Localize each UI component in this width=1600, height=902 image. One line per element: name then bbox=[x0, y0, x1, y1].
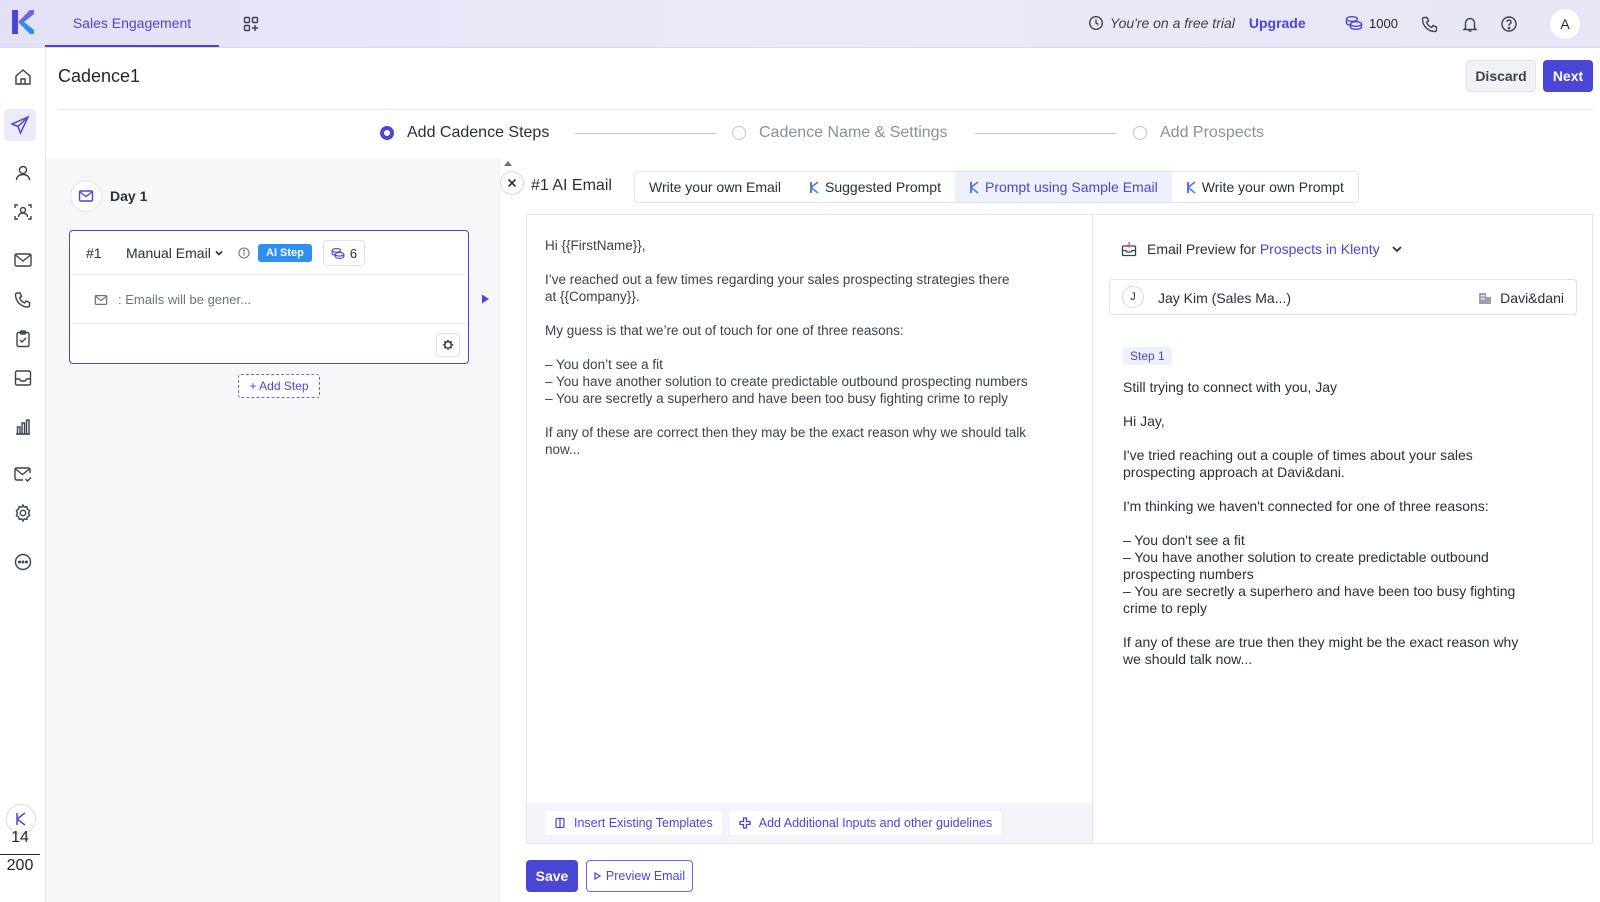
tab-write-own-email[interactable] bbox=[635, 172, 795, 202]
preview-source-link[interactable]: Prospects in Klenty bbox=[1259, 241, 1380, 257]
klenty-ai-icon bbox=[969, 181, 980, 194]
coins-icon bbox=[331, 247, 345, 260]
step-type-select[interactable] bbox=[126, 245, 224, 261]
add-step-button[interactable]: + Add Step bbox=[238, 374, 320, 398]
building-icon bbox=[1478, 291, 1492, 305]
klenty-logo[interactable] bbox=[10, 8, 34, 36]
email-mode-tabs bbox=[634, 171, 1359, 203]
send-cadence-icon[interactable] bbox=[4, 109, 36, 141]
stepper-step-add-cadence-steps[interactable] bbox=[380, 124, 549, 142]
plus-icon bbox=[739, 817, 751, 829]
step-number: #1 bbox=[86, 245, 102, 261]
step-label: Cadence Name & Settings bbox=[759, 124, 948, 141]
coins-icon bbox=[1345, 15, 1363, 31]
next-button[interactable]: Next bbox=[1543, 60, 1593, 92]
stepper-step-cadence-settings[interactable] bbox=[732, 124, 948, 142]
insert-templates-label: Insert Existing Templates bbox=[574, 816, 713, 830]
mode-tab-label: Write your own Email bbox=[649, 179, 782, 195]
preview-email-label: Preview Email bbox=[605, 869, 686, 883]
prospect-company bbox=[1478, 290, 1564, 306]
step-card[interactable] bbox=[69, 230, 469, 364]
inbox-icon[interactable] bbox=[11, 366, 35, 390]
prospect-company-name: Davi&dani bbox=[1500, 290, 1564, 306]
step-indicator bbox=[732, 126, 746, 140]
preview-heading: Email Preview for bbox=[1147, 241, 1256, 257]
collapse-caret-icon[interactable] bbox=[504, 161, 512, 166]
trial-notice bbox=[1088, 15, 1306, 31]
settings-gear-icon[interactable] bbox=[11, 501, 35, 525]
info-icon[interactable] bbox=[238, 247, 250, 259]
inbox-tray-icon bbox=[1121, 241, 1137, 257]
more-options-icon[interactable] bbox=[11, 550, 35, 574]
user-avatar[interactable]: A bbox=[1550, 9, 1580, 39]
cadence-steps-panel bbox=[46, 158, 501, 902]
step-credits-chip bbox=[323, 240, 365, 266]
mode-tab-label: Prompt using Sample Email bbox=[984, 179, 1158, 195]
stepper-connector bbox=[975, 133, 1116, 134]
phone-icon[interactable] bbox=[1421, 15, 1439, 33]
task-clipboard-icon[interactable] bbox=[11, 327, 35, 351]
editor-title: #1 AI Email bbox=[531, 177, 612, 194]
step-card-header bbox=[70, 231, 468, 275]
step-label: Add Cadence Steps bbox=[407, 124, 550, 141]
upgrade-link[interactable]: Upgrade bbox=[1248, 15, 1306, 31]
header-divider bbox=[58, 109, 1593, 110]
ai-step-badge: AI Step bbox=[258, 244, 312, 262]
tab-write-own-prompt[interactable] bbox=[1172, 172, 1358, 202]
credits-value: 1000 bbox=[1369, 15, 1398, 31]
preview-subject: Still trying to connect with you, Jay bbox=[1123, 379, 1337, 395]
step-summary-text: : Emails will be gener... bbox=[118, 292, 251, 307]
prospect-avatar: J bbox=[1122, 286, 1144, 308]
klenty-ai-icon bbox=[1186, 181, 1197, 194]
usage-count-bottom: 200 bbox=[0, 854, 40, 875]
email-check-icon[interactable] bbox=[11, 462, 35, 486]
save-button[interactable]: Save bbox=[526, 860, 578, 892]
insert-templates-button[interactable] bbox=[545, 811, 722, 835]
preview-step-chip: Step 1 bbox=[1123, 347, 1172, 365]
top-bar bbox=[0, 0, 1600, 48]
help-icon[interactable] bbox=[1500, 15, 1518, 33]
bell-icon[interactable] bbox=[1461, 15, 1479, 33]
add-inputs-button[interactable] bbox=[730, 811, 1002, 835]
reports-chart-icon[interactable] bbox=[11, 415, 35, 439]
step-indicator bbox=[1133, 126, 1147, 140]
tab-prompt-sample-email[interactable] bbox=[955, 172, 1172, 202]
apps-grid-icon[interactable] bbox=[243, 16, 259, 32]
page-title: Cadence1 bbox=[58, 66, 141, 86]
editor-footer bbox=[527, 803, 1092, 843]
step-credits-value: 6 bbox=[349, 245, 358, 261]
expand-arrow-icon[interactable] bbox=[481, 294, 490, 304]
preview-header bbox=[1121, 241, 1404, 257]
step-type-label: Manual Email bbox=[126, 245, 211, 261]
preview-email-button[interactable] bbox=[586, 860, 693, 892]
credits-counter[interactable] bbox=[1345, 15, 1398, 31]
clock-icon bbox=[1088, 15, 1104, 31]
day-label: Day 1 bbox=[110, 188, 148, 204]
klenty-ai-icon bbox=[809, 181, 820, 194]
mail-icon[interactable] bbox=[11, 248, 35, 272]
template-icon bbox=[554, 817, 566, 829]
gear-icon bbox=[441, 338, 455, 352]
chevron-down-icon[interactable] bbox=[1390, 242, 1404, 256]
tab-suggested-prompt[interactable] bbox=[795, 172, 955, 202]
prospect-selector[interactable] bbox=[1109, 279, 1577, 315]
mail-icon bbox=[94, 293, 108, 307]
step-label: Add Prospects bbox=[1160, 124, 1265, 141]
close-editor-button[interactable] bbox=[500, 171, 524, 195]
call-icon[interactable] bbox=[11, 288, 35, 312]
step-indicator bbox=[380, 126, 394, 140]
mode-tab-label: Write your own Prompt bbox=[1201, 179, 1344, 195]
day-mail-icon bbox=[70, 180, 102, 212]
mode-tab-label: Suggested Prompt bbox=[825, 179, 941, 195]
sample-email-body[interactable]: Hi {{FirstName}}, I’ve reached out a few times regarding your sales prospecting strategies there at {{Company}}. My guess is that we’re out of touch for one of three reasons: – You don’t see a fit – You have another solution to create predictable outbound prospecting numbers – You are secretly a superhero and have been too busy fighting crime to reply If any of these are correct then they may be the exact reason why we should talk now... bbox=[545, 238, 1028, 457]
step-settings-button[interactable] bbox=[436, 333, 460, 357]
left-nav-rail bbox=[0, 48, 46, 902]
close-icon bbox=[507, 178, 517, 188]
prospect-name: Jay Kim (Sales Ma...) bbox=[1158, 290, 1292, 306]
chevron-down-icon bbox=[214, 248, 224, 258]
play-icon bbox=[594, 872, 601, 880]
usage-count-top: 14 bbox=[11, 829, 29, 846]
preview-body: Hi Jay, I've tried reaching out a couple of times about your sales prospecting approach at Davi&dani. I'm thinking we haven't connected for one of three reasons: – You don't see a fit – You have another solution to create predictable outbound prospecting numbers – You are secretly a superhero and have been too busy fighting crime to reply If any of these are true then they might be the exact reason why we should talk now... bbox=[1123, 413, 1519, 667]
home-icon[interactable] bbox=[11, 65, 35, 89]
person-icon[interactable] bbox=[11, 161, 35, 185]
add-inputs-label: Add Additional Inputs and other guidelines bbox=[758, 816, 993, 830]
stepper-connector bbox=[575, 133, 716, 134]
stepper-step-add-prospects[interactable] bbox=[1133, 124, 1264, 142]
tab-sales-engagement[interactable]: Sales Engagement bbox=[45, 0, 219, 47]
step-card-summary[interactable] bbox=[70, 276, 468, 324]
sample-email-editor[interactable] bbox=[526, 214, 1092, 844]
discard-button[interactable]: Discard bbox=[1466, 60, 1536, 92]
trial-text: You're on a free trial bbox=[1110, 15, 1235, 31]
contacts-scan-icon[interactable] bbox=[11, 200, 35, 224]
email-preview-panel bbox=[1092, 214, 1593, 844]
